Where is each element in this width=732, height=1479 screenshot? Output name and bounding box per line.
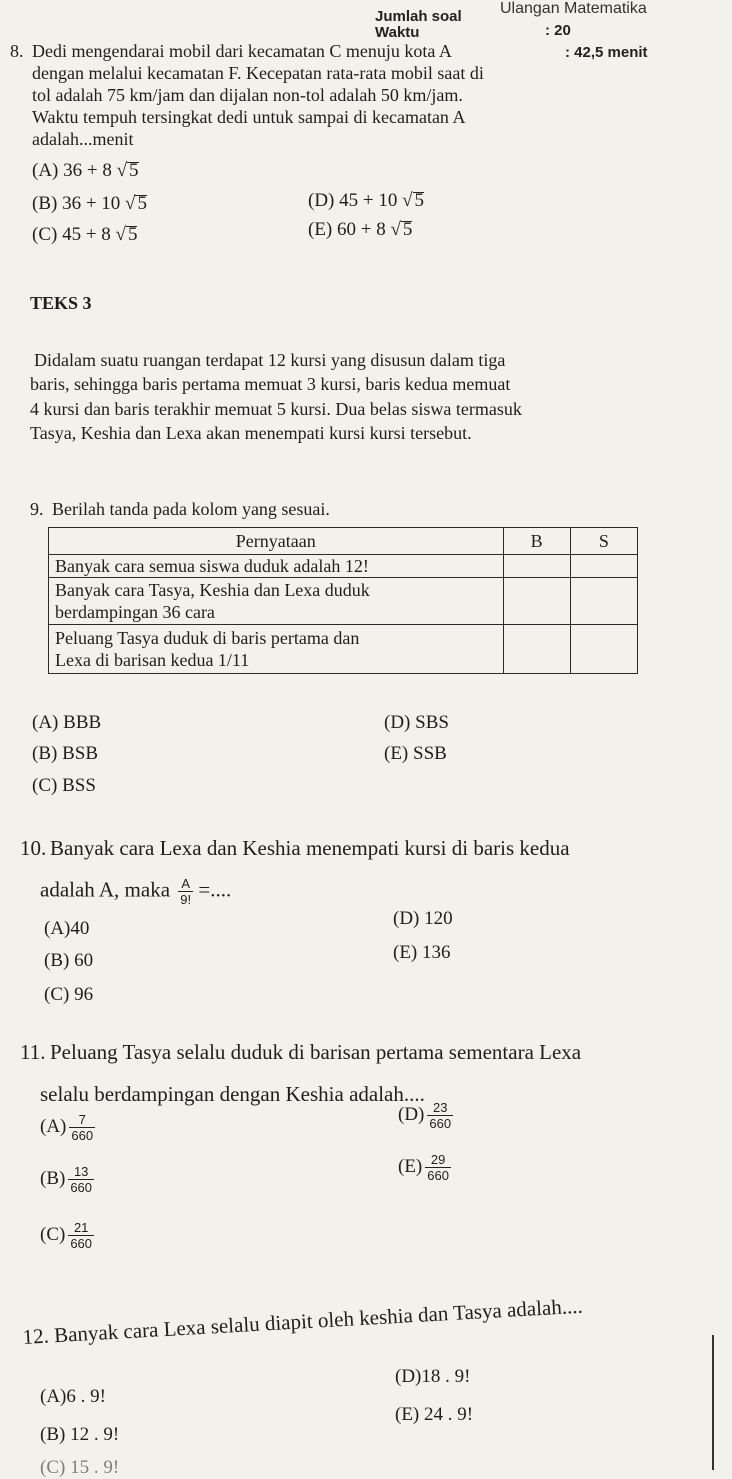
header-pernyataan: Pernyataan (49, 528, 504, 555)
option-value: 15 . 9! (70, 1457, 120, 1478)
fraction-denominator: 660 (71, 1128, 94, 1143)
fraction-numerator: 29 (425, 1152, 451, 1168)
question-text-line: Dedi mengendarai mobil dari kecamatan C menuju kota A (32, 41, 452, 61)
question-text-line: adalah...menit (32, 129, 134, 149)
option-value: 96 (74, 984, 94, 1005)
option-label: (A) (40, 1386, 67, 1407)
option-c[interactable] (44, 984, 93, 1006)
fraction-numerator: 7 (69, 1112, 95, 1128)
statement-text: berdampingan 36 cara (55, 602, 215, 622)
option-b[interactable] (40, 1164, 94, 1195)
jumlah-soal-value: : 20 (545, 22, 571, 39)
option-label: (C) (40, 1223, 66, 1245)
sqrt-radicand: 5 (127, 224, 138, 245)
question-number: 12. (22, 1323, 50, 1349)
sqrt-radicand: 5 (129, 160, 139, 181)
page-edge-line (712, 1335, 714, 1470)
question-text-line: dengan melalui kecamatan F. Kecepatan rata-rata mobil saat di (32, 63, 484, 83)
option-label: (D) (398, 1103, 425, 1125)
option-label: (B) (40, 1424, 66, 1445)
option-value: 24 . 9! (424, 1404, 474, 1425)
question-number: 11. (20, 1040, 46, 1064)
statement-cell (49, 625, 504, 674)
option-value: 60 (74, 950, 94, 971)
question-text-line (40, 876, 231, 907)
table-row (49, 555, 638, 578)
fraction (69, 1112, 95, 1143)
option-value: 120 (424, 908, 453, 929)
option-c[interactable] (32, 775, 96, 797)
option-label: (C) (40, 1457, 66, 1478)
sqrt-radicand: 5 (402, 219, 413, 240)
fraction-numerator: A (178, 876, 193, 892)
statement-text: Banyak cara Tasya, Keshia dan Lexa duduk (55, 580, 370, 600)
option-value: SSB (413, 743, 447, 764)
statement-text: Lexa di barisan kedua 1/11 (55, 650, 250, 670)
option-e[interactable] (384, 743, 447, 765)
answer-table (48, 527, 638, 674)
check-cell-s[interactable] (570, 578, 637, 625)
option-b[interactable] (44, 950, 93, 972)
option-label: (B) (32, 193, 58, 214)
passage-line: Didalam suatu ruangan terdapat 12 kursi yang disusun dalam tiga (34, 350, 506, 370)
option-label: (C) (44, 984, 70, 1005)
option-label: (C) (32, 775, 58, 796)
option-label: (B) (44, 950, 70, 971)
check-cell-b[interactable] (503, 555, 570, 578)
question-text-line: Waktu tempuh tersingkat dedi untuk sampai di kecamatan A (32, 107, 466, 127)
option-value: 12 . 9! (70, 1424, 120, 1445)
option-label: (B) (40, 1167, 66, 1189)
option-label: (A) (44, 918, 71, 939)
statement-text: Peluang Tasya duduk di baris pertama dan (55, 628, 360, 648)
option-value: SBS (415, 712, 449, 733)
fraction-denominator: 660 (429, 1116, 452, 1131)
option-c[interactable] (40, 1457, 119, 1479)
check-cell-b[interactable] (503, 578, 570, 625)
passage-line: 4 kursi dan baris terakhir memuat 5 kursi. Dua belas siswa termasuk (30, 399, 522, 419)
option-label: (E) (398, 1155, 423, 1177)
option-value: BSB (62, 743, 98, 764)
question-text: =.... (198, 877, 232, 902)
section-heading: TEKS 3 (30, 293, 92, 313)
fraction-denominator: 660 (70, 1180, 93, 1195)
table-row (49, 625, 638, 674)
fraction-numerator: 13 (68, 1164, 94, 1180)
option-a[interactable] (44, 918, 89, 940)
option-label: (A) (32, 160, 59, 181)
option-value: 36 + 8 (63, 160, 112, 181)
option-b[interactable]: (B) 36 + 10 √ 5 (32, 193, 147, 214)
sqrt-radicand: 5 (137, 193, 147, 214)
statement-cell (49, 555, 504, 578)
option-label: (D) (308, 190, 335, 211)
option-d[interactable] (393, 908, 453, 930)
exam-title: Ulangan Matematika (500, 0, 647, 17)
option-label: (A) (32, 712, 59, 733)
option-value: 18 . 9! (421, 1366, 471, 1387)
option-a[interactable] (40, 1112, 95, 1143)
check-cell-s[interactable] (570, 555, 637, 578)
option-d[interactable] (395, 1366, 470, 1388)
option-value: 40 (70, 918, 90, 939)
waktu-label: Waktu (375, 24, 420, 41)
question-number: 10. (20, 836, 47, 860)
fraction (427, 1100, 453, 1131)
option-b[interactable] (40, 1424, 119, 1446)
option-e[interactable] (393, 942, 451, 964)
sqrt-radicand: 5 (414, 190, 425, 211)
fraction (178, 876, 193, 907)
waktu-value: : 42,5 menit (565, 44, 648, 61)
question-number: 9. (30, 499, 44, 519)
fraction (68, 1220, 94, 1251)
jumlah-soal-label: Jumlah soal (375, 8, 462, 25)
option-e[interactable] (398, 1152, 451, 1183)
question-prompt: Berilah tanda pada kolom yang sesuai. (52, 499, 330, 519)
option-value: BSS (62, 775, 96, 796)
option-d[interactable] (398, 1100, 453, 1131)
option-label: (D) (393, 908, 420, 929)
question-text: adalah A, maka (40, 877, 171, 902)
option-d[interactable]: (D) 45 + 10 √ 5 (308, 190, 425, 211)
header-s: S (570, 528, 637, 555)
fraction-numerator: 23 (427, 1100, 453, 1116)
option-label: (C) (32, 224, 58, 245)
fraction (425, 1152, 451, 1183)
option-label: (D) (395, 1366, 422, 1387)
question-number: 8. (10, 41, 24, 61)
option-e[interactable] (395, 1404, 473, 1426)
statement-cell (49, 578, 504, 625)
option-label: (E) (393, 942, 418, 963)
fraction-denominator: 660 (70, 1236, 93, 1251)
option-value: 136 (422, 942, 451, 963)
option-e[interactable]: (E) 60 + 8 √ 5 (308, 219, 413, 240)
fraction (68, 1164, 94, 1195)
question-text-line: Banyak cara Lexa selalu diapit oleh keshia dan Tasya adalah.... (53, 1293, 584, 1348)
option-value: 60 + 8 (337, 219, 386, 240)
option-label: (E) (308, 219, 333, 240)
option-label: (E) (395, 1404, 420, 1425)
option-d[interactable] (384, 712, 449, 734)
option-c[interactable] (40, 1220, 94, 1251)
option-a[interactable] (40, 1386, 106, 1408)
option-value: 36 + 10 (62, 193, 121, 214)
passage-line: baris, sehingga baris pertama memuat 3 kursi, baris kedua memuat (30, 374, 511, 394)
check-cell-s[interactable] (570, 625, 637, 674)
question-text-line: Banyak cara Lexa dan Keshia menempati kursi di baris kedua (50, 836, 570, 860)
fraction-numerator: 21 (68, 1220, 94, 1236)
question-text-line: Peluang Tasya selalu duduk di barisan pertama sementara Lexa (50, 1040, 582, 1064)
check-cell-b[interactable] (503, 625, 570, 674)
option-a[interactable]: (A) 36 + 8 √ 5 (32, 160, 139, 181)
option-label: (B) (32, 743, 58, 764)
option-label: (A) (40, 1115, 67, 1137)
option-value: BBB (63, 712, 102, 733)
statement-text: Banyak cara semua siswa duduk adalah 12! (55, 556, 369, 576)
option-value: 6 . 9! (66, 1386, 106, 1407)
option-label: (E) (384, 743, 409, 764)
option-a[interactable] (32, 712, 101, 734)
option-c[interactable]: (C) 45 + 8 √ 5 (32, 224, 138, 245)
fraction-denominator: 9! (180, 892, 192, 907)
question-text-line: tol adalah 75 km/jam dan dijalan non-tol adalah 50 km/jam. (32, 85, 463, 105)
option-value: 45 + 8 (62, 224, 111, 245)
option-value: 45 + 10 (339, 190, 398, 211)
table-row (49, 578, 638, 625)
fraction-denominator: 660 (427, 1168, 449, 1183)
option-label: (D) (384, 712, 411, 733)
passage-line: Tasya, Keshia dan Lexa akan menempati kursi kursi tersebut. (30, 423, 472, 443)
question-12-stem (22, 1294, 583, 1350)
question-text-line: selalu berdampingan dengan Keshia adalah.... (40, 1082, 425, 1106)
option-b[interactable] (32, 743, 98, 765)
header-b: B (503, 528, 570, 555)
table-header-row (49, 528, 638, 555)
